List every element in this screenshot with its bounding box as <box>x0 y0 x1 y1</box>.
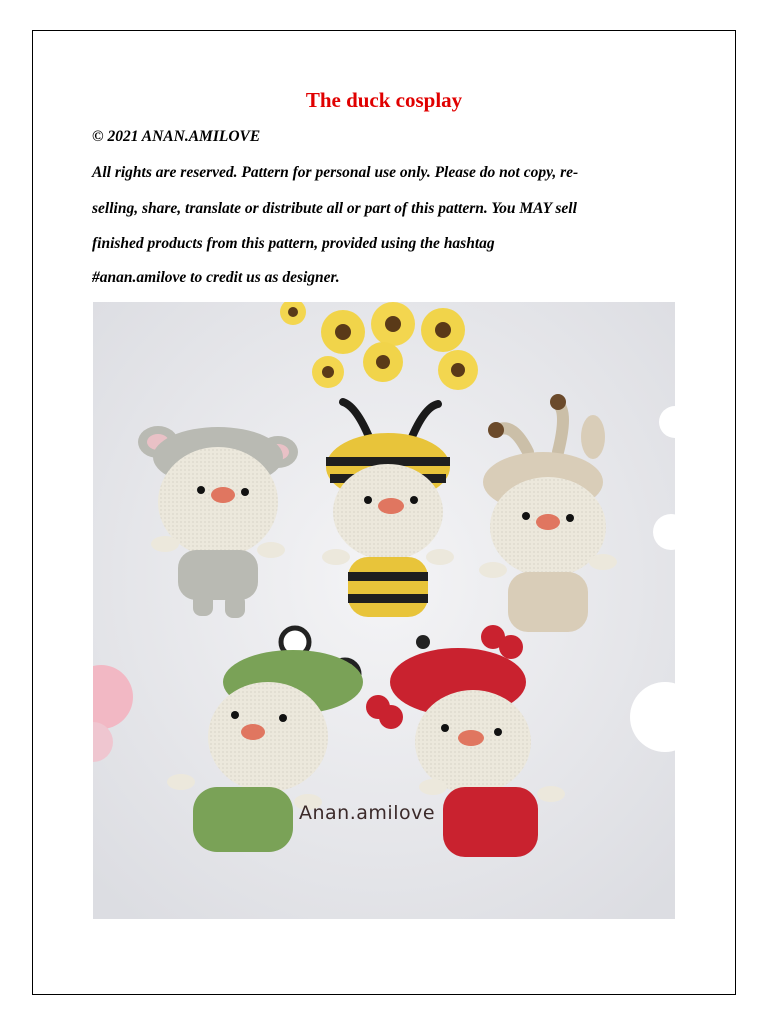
document-title: The duck cosplay <box>305 88 463 112</box>
notice-line-2: selling, share, translate or distribute all or part of this pattern. You MAY sell <box>92 200 577 217</box>
photo-watermark: Anan.amilove <box>299 802 436 824</box>
copyright-line: © 2021 ANAN.AMILOVE <box>92 128 261 145</box>
product-photo <box>93 302 675 919</box>
notice-line-4: #anan.amilove to credit us as designer. <box>92 269 340 286</box>
notice-line-1: All rights are reserved. Pattern for personal use only. Please do not copy, re- <box>92 164 579 181</box>
notice-line-3: finished products from this pattern, provided using the hashtag <box>92 235 495 252</box>
